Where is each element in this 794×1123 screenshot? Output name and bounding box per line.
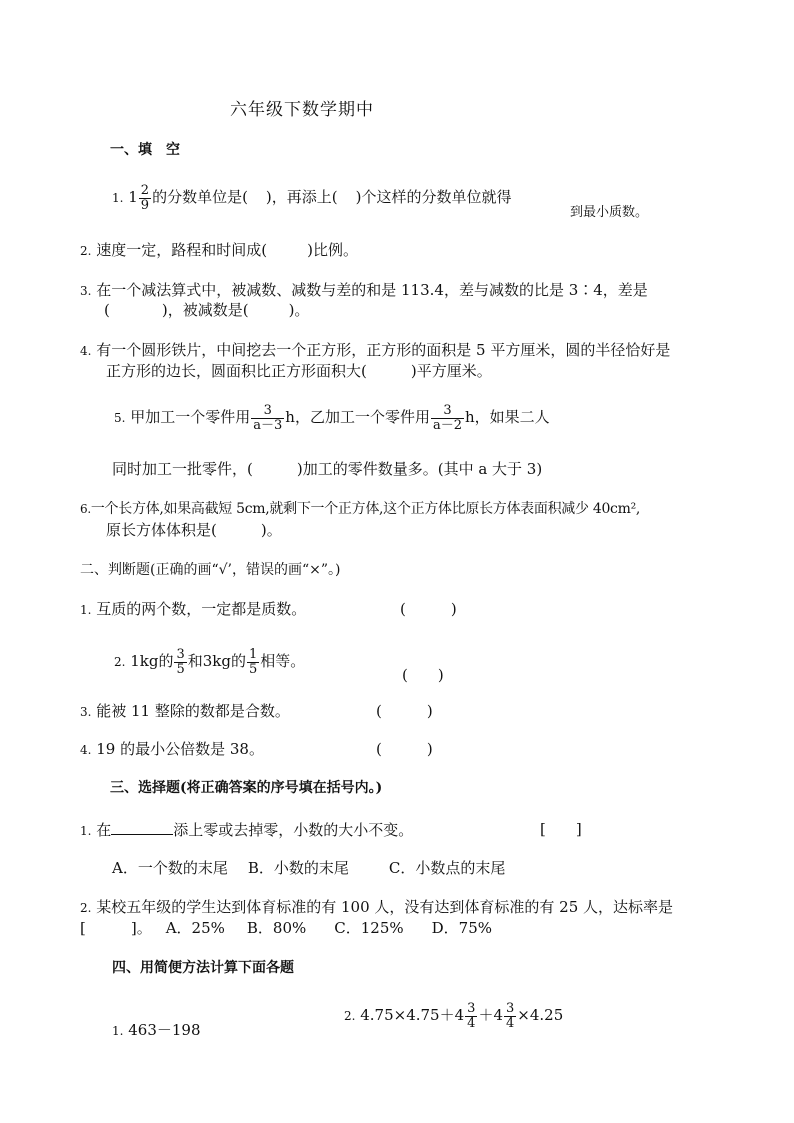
denominator: a－2 (432, 417, 462, 433)
numerator: 2 (140, 183, 150, 198)
fill-q4-line1 (80, 343, 670, 358)
option-c[interactable]: C．小数点的末尾 (388, 859, 506, 877)
fill-q3-line2 (104, 303, 309, 318)
judge-q3 (80, 704, 290, 719)
answer-brackets[interactable]: [ ] (540, 820, 582, 838)
question-text: 甲加工一个零件用 (130, 408, 251, 427)
question-text: )。 (260, 521, 282, 539)
denominator: 4 (505, 1015, 515, 1031)
question-number: 2. (80, 244, 92, 258)
fraction (247, 648, 259, 676)
fill-q4-line2 (106, 364, 492, 379)
judge-q4 (80, 742, 264, 757)
calc-q1 (112, 1023, 201, 1038)
fill-q2 (80, 243, 358, 258)
option-a[interactable]: A．一个数的末尾 (112, 859, 228, 877)
fill-q1 (112, 184, 512, 212)
choice-q2-line2 (80, 921, 492, 936)
judge-q1 (80, 602, 306, 617)
question-text: 有一个圆形铁片，中间挖去一个正方形，正方形的面积是 5 平方厘米，圆的半径恰好是 (96, 341, 671, 359)
question-number: 3. (80, 284, 92, 298)
fraction (174, 648, 186, 676)
question-text: 在 (96, 821, 112, 839)
expression-text: ×4.25 (517, 1006, 564, 1025)
option-b[interactable]: B．小数的末尾 (247, 859, 349, 877)
numerator: 3 (176, 647, 185, 662)
numerator: 3 (505, 1001, 515, 1016)
question-number: 1. (112, 1024, 124, 1038)
question-text: 19 的最小公倍数是 38。 (96, 740, 264, 758)
expression-text: 4.75×4.75＋4 (360, 1006, 465, 1025)
question-number: 2. (80, 901, 92, 915)
fraction (465, 1002, 477, 1030)
question-text: )比例。 (307, 241, 358, 259)
fill-q5-line2 (112, 462, 542, 477)
fill-q6-line1 (80, 502, 640, 516)
question-text: 添上零或去掉零，小数的大小不变。 (173, 821, 414, 839)
option-d[interactable]: D．75% (431, 919, 493, 937)
fraction (139, 184, 151, 212)
section-calc-heading: 四、用简便方法计算下面各题 (112, 960, 294, 976)
fill-in-line[interactable] (111, 822, 173, 835)
fill-q3-line1 (80, 283, 648, 298)
expression-text: 463－198 (128, 1021, 201, 1039)
denominator: 5 (249, 661, 258, 677)
question-number: 2. (114, 655, 126, 670)
question-text: 和3kg的 (187, 652, 247, 671)
question-text: )加工的零件数量多。(其中 a 大于 3) (296, 460, 543, 478)
section-fill-heading: 一、填 空 (110, 142, 180, 158)
question-text: 的分数单位是( (152, 188, 248, 207)
denominator: 9 (140, 197, 150, 213)
question-text: )。 (288, 301, 310, 319)
answer-brackets[interactable]: [ ]。 (80, 919, 152, 937)
question-text: )个这样的分数单位就得 (355, 188, 512, 207)
question-text: 某校五年级的学生达到体育标准的有 100 人，没有达到体育标准的有 25 人，达标率是 (96, 898, 674, 916)
question-text: 速度一定，路程和时间成( (96, 241, 268, 259)
question-text: ( (104, 301, 110, 319)
option-b[interactable]: B．80% (246, 919, 307, 937)
fill-q5-line1 (114, 404, 550, 432)
numerator: 3 (263, 403, 272, 418)
question-text: 一个长方体,如果高截短 5cm,就剩下一个正方体,这个正方体比原长方体表面积减少 40cm², (90, 501, 641, 517)
question-number: 6. (80, 502, 91, 516)
section-choice-heading: 三、选择题(将正确答案的序号填在括号内。) (110, 780, 383, 796)
fraction (251, 404, 284, 432)
question-number: 3. (80, 705, 92, 719)
fraction (504, 1002, 516, 1030)
denominator: a－3 (253, 417, 283, 433)
expression-text: ＋4 (478, 1006, 503, 1025)
fill-q1-continued: 到最小质数。 (570, 205, 649, 220)
question-text: )，被减数是( (161, 301, 249, 319)
answer-parentheses[interactable]: ( ) (376, 702, 433, 720)
denominator: 4 (467, 1015, 476, 1031)
numerator: 1 (249, 647, 258, 662)
option-a[interactable]: A．25% (165, 919, 225, 937)
question-text: h，乙加工一个零件用 (285, 408, 430, 427)
question-text: )平方厘米。 (410, 362, 492, 380)
whole-part: 1 (128, 188, 138, 207)
question-text: h，如果二人 (464, 408, 550, 427)
section-judge-heading: 二、判断题(正确的画“√’，错误的画“×”。) (80, 562, 341, 578)
judge-q2 (114, 648, 305, 676)
choice-q2-line1 (80, 900, 673, 915)
fill-q6-line2 (106, 523, 282, 538)
calc-q2 (344, 1002, 563, 1030)
question-number: 1. (112, 191, 124, 206)
answer-parentheses[interactable]: ( ) (402, 666, 444, 684)
question-text: 1kg的 (130, 652, 174, 671)
numerator: 3 (467, 1001, 476, 1016)
question-text: 互质的两个数，一定都是质数。 (96, 600, 307, 618)
choice-q1 (80, 822, 413, 838)
question-text: 相等。 (260, 652, 306, 671)
question-text: 能被 11 整除的数都是合数。 (96, 702, 290, 720)
question-text: 正方形的边长，圆面积比正方形面积大( (106, 362, 367, 380)
fraction (431, 404, 464, 432)
question-number: 4. (80, 743, 92, 757)
question-text: 在一个减法算式中，被减数、减数与差的和是 113.4，差与减数的比是 3∶4，差是 (96, 281, 648, 299)
numerator: 3 (443, 403, 452, 418)
question-number: 1. (80, 824, 92, 838)
question-text: 同时加工一批零件，( (112, 460, 253, 478)
option-c[interactable]: C．125% (334, 919, 404, 937)
question-text: 原长方体体积是( (106, 521, 217, 539)
page-title: 六年级下数学期中 (230, 100, 374, 120)
denominator: 5 (176, 661, 185, 677)
question-text: )，再添上( (265, 188, 338, 207)
choice-q1-options (112, 861, 505, 876)
question-number: 2. (344, 1009, 356, 1024)
question-number: 1. (80, 603, 92, 617)
question-number: 5. (114, 411, 126, 426)
answer-parentheses[interactable]: ( ) (400, 600, 457, 618)
question-number: 4. (80, 344, 92, 358)
answer-parentheses[interactable]: ( ) (376, 740, 433, 758)
